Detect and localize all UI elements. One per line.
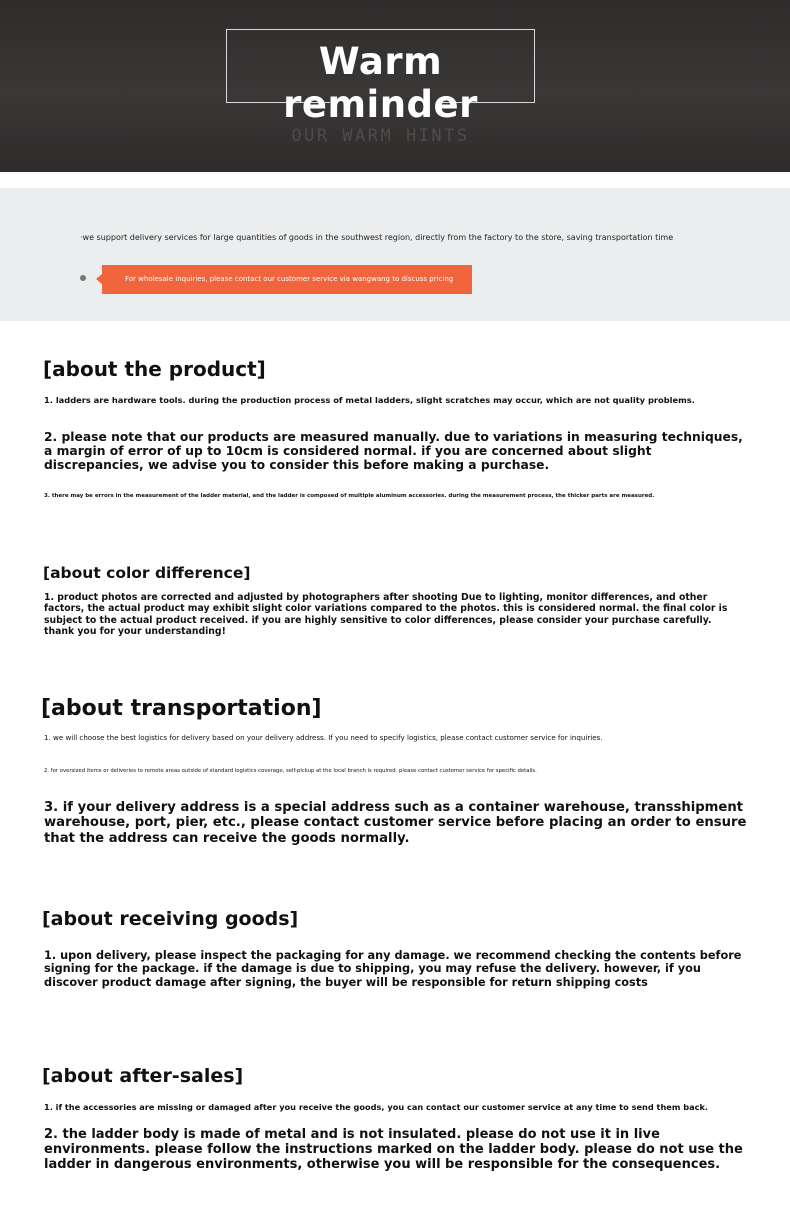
transport-item-1: 1. we will choose the best logistics for delivery based on your delivery address. If you need to specify logistics, please contact customer service for inquiries. [44, 733, 603, 742]
color-item-1: 1. product photos are corrected and adjusted by photographers after shooting Due to lighting, monitor differences, and other factors, the actual product may exhibit slight color variations compared to the photos. this is considered normal. the final color is subject to the actual product received. if you are highly sensitive to color differences, please consider your purchase carefully. thank you for your understanding! [44, 592, 728, 637]
heading-transportation: [about transportation] [41, 696, 322, 721]
wholesale-badge-text: For wholesale inquiries, please contact our customer service via wangwang to discuss pricing [125, 275, 454, 283]
receiving-item-1: 1. upon delivery, please inspect the packaging for any damage. we recommend checking the contents before signing for the package. if the damage is due to shipping, you may refuse the delivery. however, if you discover product damage after signing, the buyer will be responsible for return shipping costs [44, 949, 742, 989]
notice-band [0, 188, 790, 321]
heading-product: [about the product] [43, 357, 266, 381]
delivery-notice: ·we support delivery services for large quantities of goods in the southwest region, directly from the factory to the store, saving transportation time [80, 233, 674, 242]
transport-item-3: 3. if your delivery address is a special address such as a container warehouse, transshipment warehouse, port, pier, etc., please contact customer service before placing an order to ensure that the address can receive the goods normally. [44, 800, 747, 846]
header-banner [0, 0, 790, 172]
heading-color: [about color difference] [43, 564, 251, 582]
product-item-2: 2. please note that our products are measured manually. due to variations in measuring techniques, a margin of error of up to 10cm is considered normal. if you are concerned about slight discrepancies, we advise you to consider this before making a purchase. [44, 430, 743, 473]
transport-item-2: 2. for oversized items or deliveries to remote areas outside of standard logistics coverage, self-pickup at the local branch is required. please contact customer service for specific details. [44, 768, 537, 774]
product-item-1: 1. ladders are hardware tools. during the production process of metal ladders, slight scratches may occur, which are not quality problems. [44, 395, 695, 405]
heading-aftersales: [about after-sales] [42, 1065, 244, 1087]
page-subtitle: OUR WARM HINTS [291, 126, 470, 146]
heading-receiving: [about receiving goods] [42, 908, 299, 930]
aftersales-item-1: 1. if the accessories are missing or damaged after you receive the goods, you can contact our customer service at any time to send them back. [44, 1102, 709, 1112]
bullet-dot-icon [80, 275, 86, 281]
product-item-3: 3. there may be errors in the measurement of the ladder material, and the ladder is composed of multiple aluminum accessories. during the measurement process, the thicker parts are measured. [44, 493, 655, 499]
page-title: Warm reminder [283, 40, 478, 126]
wholesale-badge [102, 265, 472, 294]
aftersales-item-2: 2. the ladder body is made of metal and is not insulated. please do not use it in live environments. please follow the instructions marked on the ladder body. please do not use the ladder in dangerous environments, otherwise you will be responsible for the consequences. [44, 1127, 743, 1173]
